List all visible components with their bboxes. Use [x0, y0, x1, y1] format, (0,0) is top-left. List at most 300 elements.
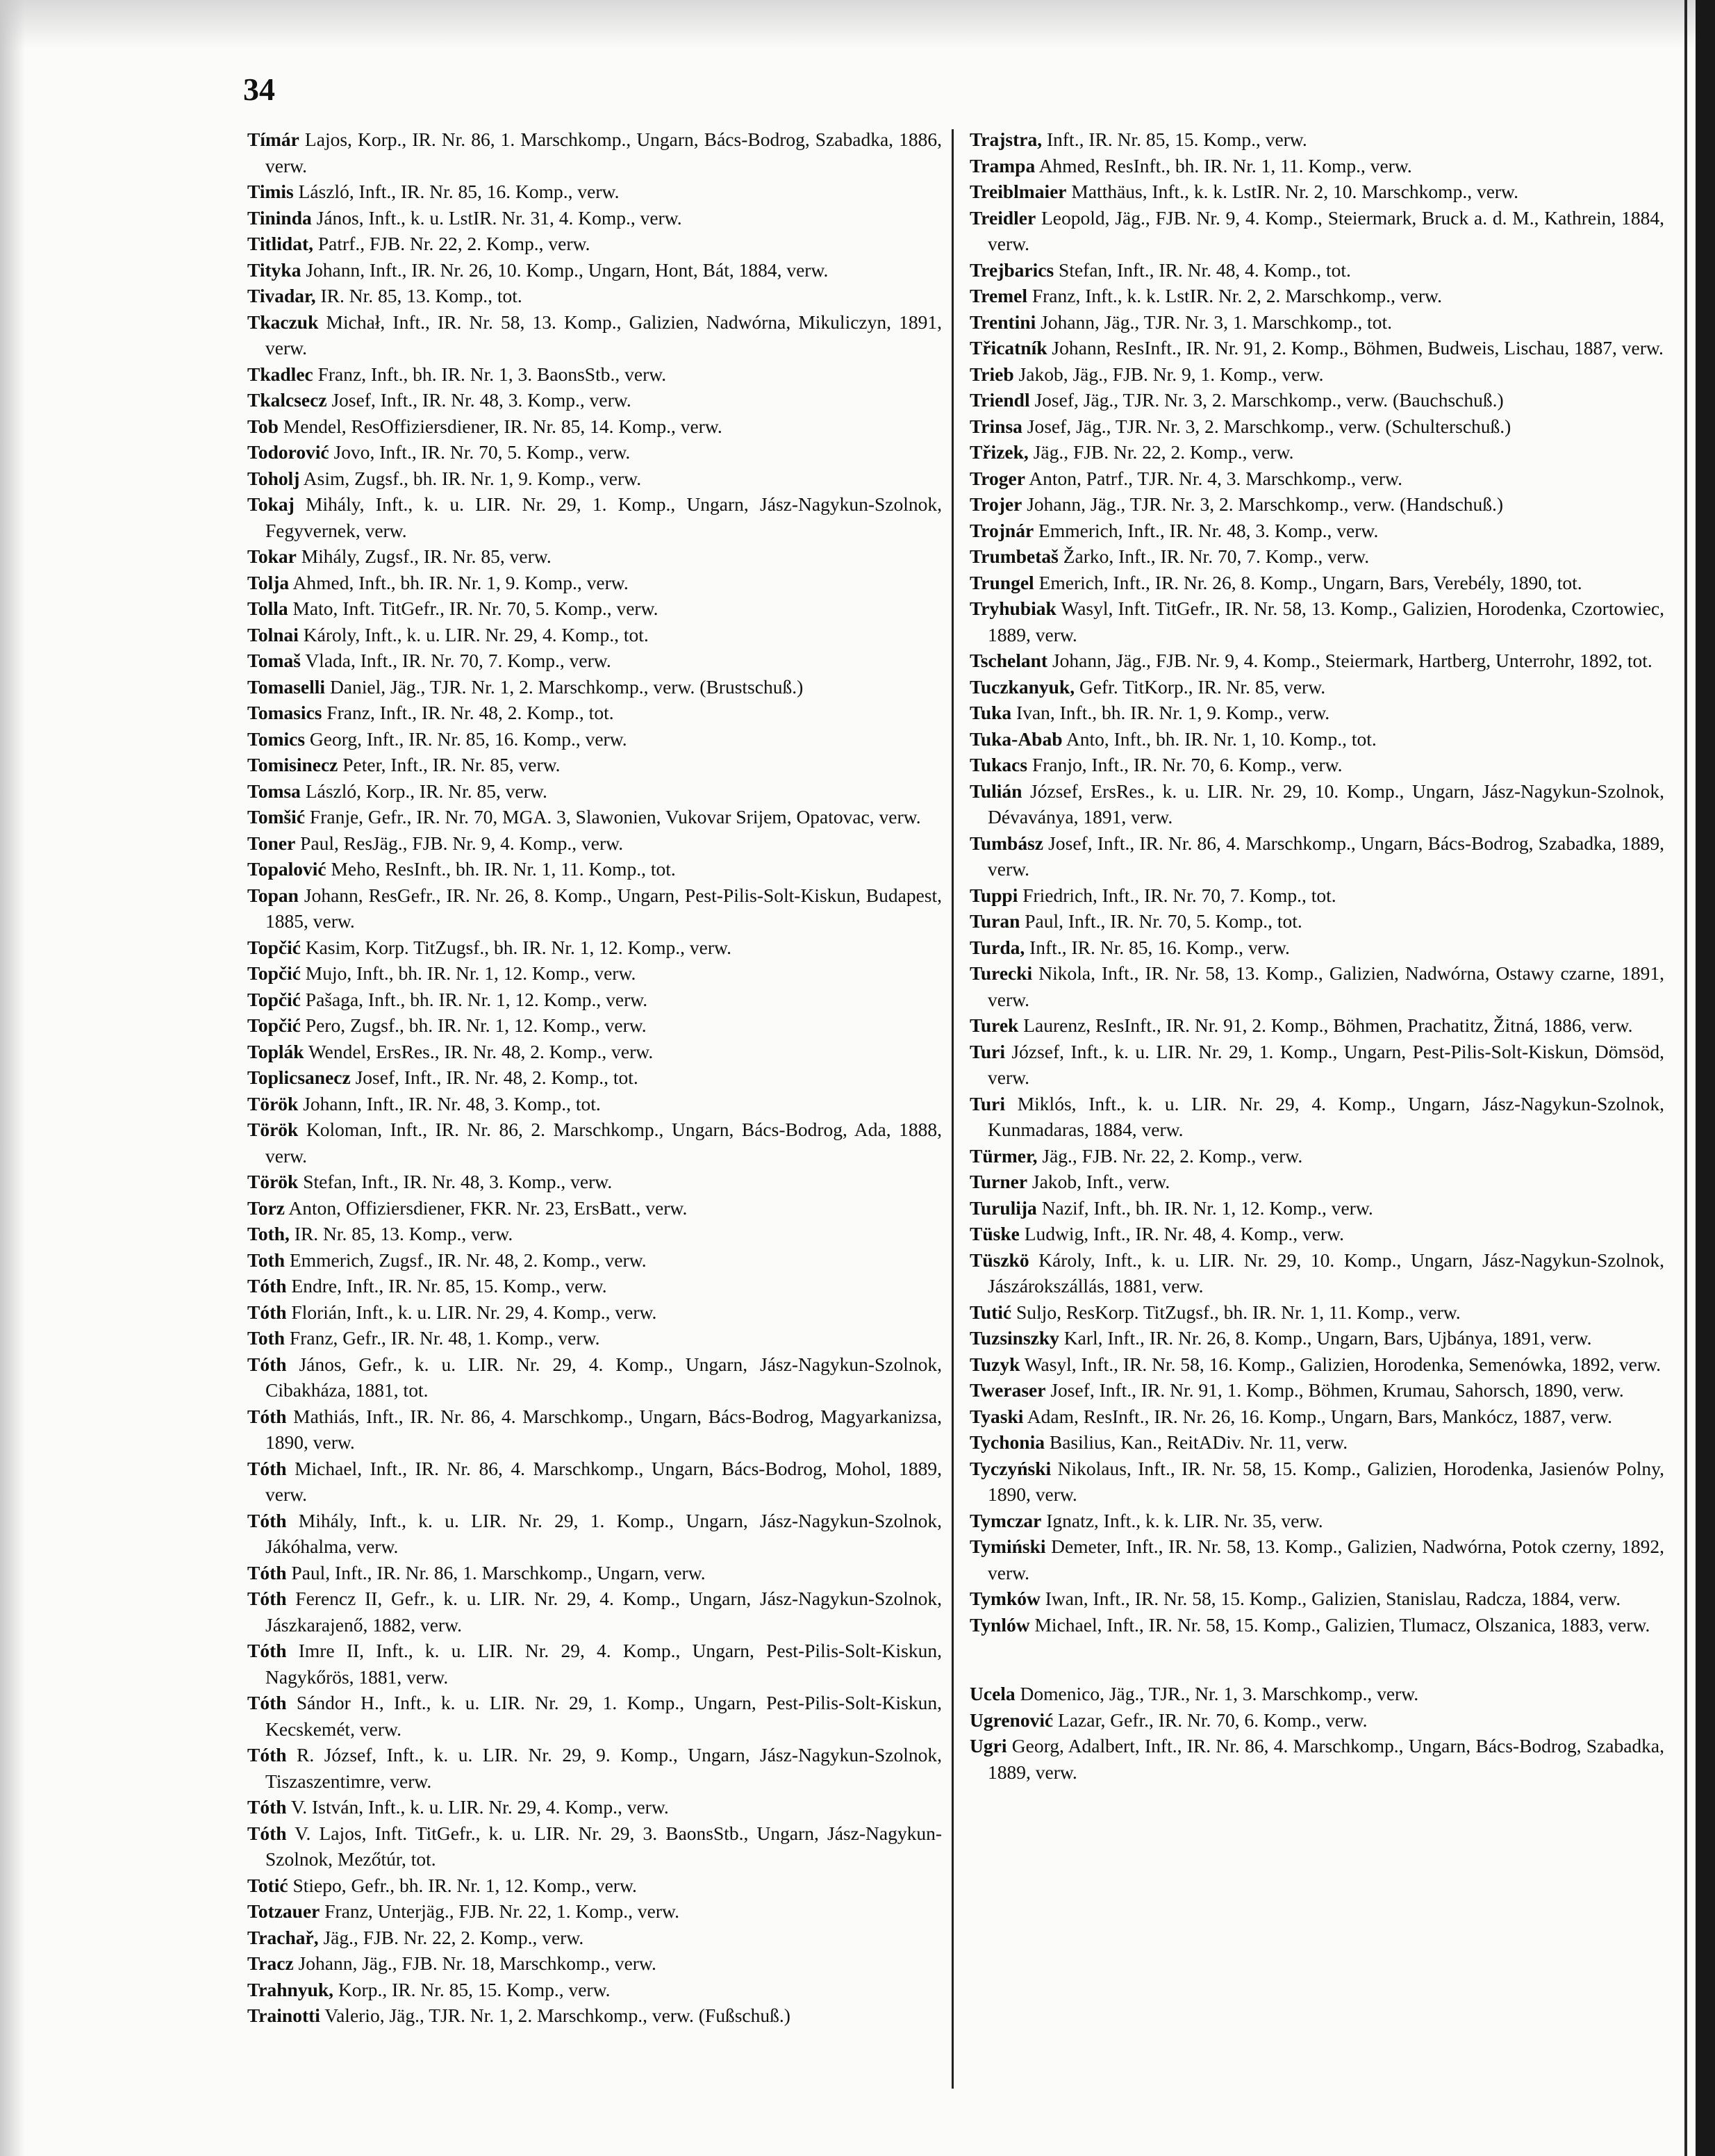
entry-details: Johann, Jäg., TJR. Nr. 3, 1. Marschkomp., tot.: [1036, 311, 1393, 333]
entry-details: Nikola, Inft., IR. Nr. 58, 13. Komp., Galizien, Nadwórna, Ostawy czarne, 1891, verw.: [988, 962, 1664, 1010]
entry-details: Franz, Inft., bh. IR. Nr. 1, 3. BaonsStb., verw.: [313, 363, 667, 385]
entry-surname: Türmer,: [970, 1144, 1038, 1167]
entry-surname: Trentini: [970, 311, 1036, 333]
entry-details: Lajos, Korp., IR. Nr. 86, 1. Marschkomp., Ungarn, Bács-Bodrog, Szabadka, 1886, verw.: [265, 129, 942, 176]
entry-details: Johann, Jäg., FJB. Nr. 9, 4. Komp., Steiermark, Hartberg, Unterrohr, 1892, tot.: [1047, 650, 1652, 671]
entry-details: Anton, Offiziersdiener, FKR. Nr. 23, ErsBatt., verw.: [284, 1196, 688, 1219]
entry-surname: Treiblmaier: [970, 181, 1067, 202]
entry-details: Josef, Inft., IR. Nr. 48, 3. Komp., verw.: [326, 389, 631, 411]
entry-surname: Topan: [247, 884, 299, 906]
casualty-entry: [970, 1612, 1664, 1638]
casualty-entry: [970, 882, 1664, 909]
casualty-entry: [247, 700, 942, 726]
entry-surname: Tkaczuk: [247, 311, 319, 333]
entry-surname: Tynlów: [970, 1613, 1030, 1636]
entry-details: Iwan, Inft., IR. Nr. 58, 15. Komp., Galizien, Stanislau, Radcza, 1884, verw.: [1040, 1588, 1621, 1609]
entry-details: Georg, Inft., IR. Nr. 85, 16. Komp., verw.: [305, 727, 627, 750]
entry-surname: Turecki: [970, 962, 1033, 984]
entry-surname: Tkadlec: [247, 363, 313, 385]
entry-details: Laurenz, ResInft., IR. Nr. 91, 2. Komp., Böhmen, Prachatitz, Žitná, 1886, verw.: [1018, 1014, 1633, 1036]
entry-details: Stefan, Inft., IR. Nr. 48, 4. Komp., tot.: [1054, 258, 1351, 281]
entry-details: Domenico, Jäg., TJR., Nr. 1, 3. Marschkomp., verw.: [1015, 1683, 1419, 1704]
entry-details: Koloman, Inft., IR. Nr. 86, 2. Marschkomp., Ungarn, Bács-Bodrog, Ada, 1888, verw.: [265, 1119, 942, 1167]
casualty-entry: [970, 1247, 1664, 1299]
entry-surname: Topčić: [247, 988, 301, 1010]
entry-details: Mihály, Zugsf., IR. Nr. 85, verw.: [296, 545, 552, 567]
entry-details: Emmerich, Zugsf., IR. Nr. 48, 2. Komp., verw.: [285, 1249, 647, 1271]
entry-surname: Tumbász: [970, 832, 1043, 854]
entry-details: Karl, Inft., IR. Nr. 26, 8. Komp., Ungarn, Bars, Ujbánya, 1891, verw.: [1059, 1327, 1592, 1349]
entry-surname: Toner: [247, 832, 296, 854]
casualty-entry: [247, 804, 942, 830]
casualty-entry: [970, 1429, 1664, 1456]
entry-details: Michael, Inft., IR. Nr. 58, 15. Komp., Galizien, Tlumacz, Olszanica, 1883, verw.: [1029, 1613, 1650, 1636]
entry-surname: Toth,: [247, 1223, 290, 1244]
entry-surname: Trampa: [970, 154, 1036, 176]
entry-surname: Třicatník: [970, 337, 1047, 359]
entry-surname: Tóth: [247, 1640, 287, 1661]
entry-surname: Tryhubiak: [970, 598, 1057, 619]
casualty-entry: [247, 1091, 942, 1117]
entry-details: Pašaga, Inft., bh. IR. Nr. 1, 12. Komp., verw.: [300, 988, 648, 1010]
entry-surname: Tóth: [247, 1822, 287, 1844]
entry-surname: Tob: [247, 415, 279, 437]
entry-details: Károly, Inft., k. u. LIR. Nr. 29, 10. Komp., Ungarn, Jász-Nagykun-Szolnok, Jászárokszállás, 1881, verw.: [988, 1249, 1664, 1297]
entry-details: Kasim, Korp. TitZugsf., bh. IR. Nr. 1, 12. Komp., verw.: [300, 936, 731, 958]
entry-details: Inft., IR. Nr. 85, 16. Komp., verw.: [1025, 936, 1290, 958]
entry-surname: Tuzyk: [970, 1353, 1020, 1375]
entry-surname: Totzauer: [247, 1900, 320, 1922]
entry-details: Franz, Inft., IR. Nr. 48, 2. Komp., tot.: [322, 702, 614, 723]
entry-surname: Trumbetaš: [970, 545, 1059, 567]
entry-details: Mujo, Inft., bh. IR. Nr. 1, 12. Komp., verw.: [300, 962, 636, 984]
casualty-entry: [970, 1377, 1664, 1404]
casualty-entry: [247, 1977, 942, 2003]
entry-surname: Tüszkö: [970, 1249, 1029, 1271]
casualty-entry: [247, 1221, 942, 1247]
entry-surname: Tyczyński: [970, 1457, 1052, 1479]
entry-surname: Tóth: [247, 1457, 287, 1479]
entry-surname: Tulián: [970, 780, 1022, 802]
casualty-entry: [247, 1404, 942, 1456]
casualty-entry: [970, 283, 1664, 309]
entry-details: Adam, ResInft., IR. Nr. 26, 16. Komp., Ungarn, Bars, Mankócz, 1887, verw.: [1023, 1405, 1612, 1427]
entry-surname: Troger: [970, 467, 1025, 489]
casualty-entry: [247, 413, 942, 440]
entry-details: Jäg., FJB. Nr. 22, 2. Komp., verw.: [1028, 441, 1294, 463]
entry-details: Johann, Jäg., FJB. Nr. 18, Marschkomp., verw.: [293, 1952, 656, 1974]
entry-details: Miklós, Inft., k. u. LIR. Nr. 29, 4. Komp., Ungarn, Jász-Nagykun-Szolnok, Kunmadaras, 1884, verw.: [988, 1092, 1664, 1140]
entry-details: IR. Nr. 85, 13. Komp., tot.: [315, 285, 522, 306]
casualty-entry: [247, 570, 942, 596]
casualty-entry: [247, 283, 942, 309]
entry-surname: Triendl: [970, 389, 1030, 411]
entry-details: Josef, Jäg., TJR. Nr. 3, 2. Marschkomp., verw. (Bauchschuß.): [1029, 389, 1504, 411]
entry-surname: Tityka: [247, 258, 301, 281]
entry-surname: Ugri: [970, 1735, 1007, 1756]
casualty-entry: [247, 439, 942, 466]
entry-surname: Tomics: [247, 727, 306, 750]
casualty-entry: [970, 309, 1664, 336]
casualty-entry: [970, 491, 1664, 518]
casualty-entry: [970, 1299, 1664, 1326]
casualty-entry: [247, 179, 942, 205]
casualty-entry: [970, 908, 1664, 935]
entry-details: Friedrich, Inft., IR. Nr. 70, 7. Komp., tot.: [1018, 884, 1336, 906]
entry-details: V. Lajos, Inft. TitGefr., k. u. LIR. Nr. 29, 3. BaonsStb., Ungarn, Jász-Nagykun-Szolnok, Mezőtúr, tot.: [265, 1822, 942, 1870]
casualty-entry: [247, 935, 942, 961]
casualty-entry: [247, 1690, 942, 1742]
casualty-entry: [247, 1117, 942, 1169]
casualty-entry: [247, 726, 942, 752]
casualty-entry: [970, 1091, 1664, 1143]
casualty-entry: [247, 1898, 942, 1925]
casualty-entry: [970, 179, 1664, 205]
casualty-entry: [247, 1742, 942, 1794]
entry-details: Asim, Zugsf., bh. IR. Nr. 1, 9. Komp., verw.: [299, 467, 642, 489]
entry-details: Anton, Patrf., TJR. Nr. 4, 3. Marschkomp., verw.: [1025, 467, 1403, 489]
casualty-entry: [970, 674, 1664, 700]
entry-surname: Trahnyuk,: [247, 1978, 334, 2000]
entry-details: Jovo, Inft., IR. Nr. 70, 5. Komp., verw.: [329, 441, 631, 463]
entry-details: R. József, Inft., k. u. LIR. Nr. 29, 9. Komp., Ungarn, Jász-Nagykun-Szolnok, Tiszaszentimre, verw.: [265, 1744, 942, 1792]
casualty-entry: [247, 1586, 942, 1638]
entry-details: Ignatz, Inft., k. k. LIR. Nr. 35, verw.: [1041, 1509, 1323, 1531]
casualty-entry: [247, 1169, 942, 1195]
entry-surname: Turda,: [970, 936, 1025, 958]
casualty-entry: [970, 1533, 1664, 1586]
casualty-entry: [247, 595, 942, 622]
casualty-entry: [970, 1195, 1664, 1221]
entry-details: Paul, ResJäg., FJB. Nr. 9, 4. Komp., verw.: [295, 832, 624, 854]
entry-surname: Tóth: [247, 1561, 287, 1583]
entry-details: Johann, Inft., IR. Nr. 26, 10. Komp., Ungarn, Hont, Bát, 1884, verw.: [301, 258, 829, 281]
entry-details: Basilius, Kan., ReitADiv. Nr. 11, verw.: [1045, 1431, 1348, 1453]
entry-surname: Trachař,: [247, 1926, 319, 1948]
entry-details: Mendel, ResOffiziersdiener, IR. Nr. 85, 14. Komp., verw.: [278, 415, 722, 437]
entry-surname: Tutić: [970, 1301, 1012, 1323]
entry-details: Franz, Gefr., IR. Nr. 48, 1. Komp., verw.: [285, 1327, 600, 1349]
entry-details: Pero, Zugsf., bh. IR. Nr. 1, 12. Komp., verw.: [300, 1014, 647, 1036]
casualty-entry: [247, 126, 942, 179]
entry-details: Wasyl, Inft. TitGefr., IR. Nr. 58, 13. Komp., Galizien, Horodenka, Czortowiec, 1889, verw.: [988, 598, 1664, 645]
entry-surname: Turan: [970, 910, 1020, 932]
entry-surname: Trejbarics: [970, 258, 1054, 281]
entry-surname: Tóth: [247, 1796, 287, 1818]
casualty-entry: [247, 1873, 942, 1899]
entry-details: Mato, Inft. TitGefr., IR. Nr. 70, 5. Komp., verw.: [288, 598, 658, 619]
entry-surname: Tóth: [247, 1353, 287, 1375]
left-column: [247, 126, 942, 2029]
entry-surname: Tychonia: [970, 1431, 1045, 1453]
casualty-entry: [970, 595, 1664, 648]
casualty-entry: [247, 1195, 942, 1221]
entry-details: Michael, Inft., IR. Nr. 86, 4. Marschkomp., Ungarn, Bács-Bodrog, Mohol, 1889, verw.: [265, 1457, 942, 1505]
casualty-entry: [970, 1508, 1664, 1534]
casualty-entry: [970, 439, 1664, 466]
casualty-entry: [247, 1560, 942, 1586]
casualty-entry: [970, 1707, 1664, 1734]
casualty-entry: [970, 335, 1664, 361]
entry-surname: Tóth: [247, 1588, 287, 1609]
entry-surname: Török: [247, 1171, 299, 1192]
entry-details: Wasyl, Inft., IR. Nr. 58, 16. Komp., Galizien, Horodenka, Semenówka, 1892, verw.: [1020, 1353, 1662, 1375]
entry-surname: Todorović: [247, 441, 329, 463]
entry-surname: Tymiński: [970, 1536, 1046, 1557]
casualty-entry: [247, 752, 942, 778]
entry-surname: Topalović: [247, 858, 326, 880]
entry-surname: Tracz: [247, 1952, 294, 1974]
entry-surname: Tivadar,: [247, 285, 316, 306]
entry-details: Franz, Inft., k. k. LstIR. Nr. 2, 2. Marschkomp., verw.: [1027, 285, 1442, 306]
entry-surname: Tokar: [247, 545, 297, 567]
entry-surname: Turi: [970, 1092, 1005, 1114]
casualty-entry: [970, 752, 1664, 778]
casualty-entry: [970, 1404, 1664, 1430]
entry-surname: Tuczkanyuk,: [970, 675, 1075, 698]
entry-surname: Tomaselli: [247, 675, 326, 698]
entry-surname: Trainotti: [247, 2005, 320, 2026]
casualty-entry: [247, 257, 942, 283]
casualty-entry: [247, 1925, 942, 1951]
entry-surname: Trinsa: [970, 415, 1022, 437]
entry-surname: Toth: [247, 1327, 285, 1349]
entry-surname: Trojer: [970, 493, 1022, 515]
casualty-entry: [970, 1169, 1664, 1195]
entry-details: Leopold, Jäg., FJB. Nr. 9, 4. Komp., Steiermark, Bruck a. d. M., Kathrein, 1884, verw.: [988, 206, 1664, 254]
entry-details: László, Inft., IR. Nr. 85, 16. Komp., verw.: [293, 181, 620, 202]
entry-details: Korp., IR. Nr. 85, 15. Komp., verw.: [333, 1978, 611, 2000]
casualty-entry: [970, 1456, 1664, 1508]
casualty-entry: [247, 987, 942, 1013]
entry-details: Valerio, Jäg., TJR. Nr. 1, 2. Marschkomp., verw. (Fußschuß.): [320, 2005, 790, 2026]
entry-surname: Tolla: [247, 598, 288, 619]
section-gap: [970, 1638, 1664, 1681]
casualty-entry: [970, 518, 1664, 544]
entry-details: Florián, Inft., k. u. LIR. Nr. 29, 4. Komp., verw.: [286, 1301, 657, 1323]
casualty-entry: [970, 1039, 1664, 1091]
casualty-entry: [247, 466, 942, 492]
entry-details: János, Gefr., k. u. LIR. Nr. 29, 4. Komp., Ungarn, Jász-Nagykun-Szolnok, Cibakháza, 1881, tot.: [265, 1353, 942, 1401]
casualty-entry: [247, 387, 942, 413]
entry-surname: Tüske: [970, 1223, 1020, 1244]
casualty-entry: [247, 1012, 942, 1039]
casualty-entry: [970, 1143, 1664, 1169]
entry-surname: Turner: [970, 1171, 1028, 1192]
casualty-entry: [247, 491, 942, 543]
casualty-entry: [970, 570, 1664, 596]
entry-details: János, Inft., k. u. LstIR. Nr. 31, 4. Komp., verw.: [311, 206, 682, 229]
entry-details: Nikolaus, Inft., IR. Nr. 58, 15. Komp., Galizien, Horodenka, Jasienów Polny, 1890, verw.: [988, 1457, 1664, 1505]
casualty-entry: [970, 1351, 1664, 1378]
entry-surname: Trojnár: [970, 519, 1034, 541]
casualty-entry: [970, 1586, 1664, 1612]
entry-details: Jäg., FJB. Nr. 22, 2. Komp., verw.: [318, 1926, 584, 1948]
entry-details: Franje, Gefr., IR. Nr. 70, MGA. 3, Slawonien, Vukovar Srijem, Opatovac, verw.: [305, 806, 921, 828]
entry-details: Žarko, Inft., IR. Nr. 70, 7. Komp., verw.: [1058, 545, 1370, 567]
scan-edge-line: [1684, 0, 1687, 2156]
casualty-entry: [247, 1638, 942, 1690]
entry-surname: Tóth: [247, 1301, 287, 1323]
entry-details: Jakob, Inft., verw.: [1027, 1171, 1170, 1192]
entry-details: Anto, Inft., bh. IR. Nr. 1, 10. Komp., tot.: [1062, 727, 1377, 750]
casualty-entry: [970, 1733, 1664, 1785]
entry-surname: Topčić: [247, 936, 301, 958]
casualty-entry: [247, 309, 942, 361]
entry-details: Josef, Inft., IR. Nr. 91, 1. Komp., Böhmen, Krumau, Sahorsch, 1890, verw.: [1045, 1379, 1624, 1401]
entry-details: József, Inft., k. u. LIR. Nr. 29, 1. Komp., Ungarn, Pest-Pilis-Solt-Kiskun, Dömsöd, verw.: [988, 1040, 1664, 1088]
entry-details: Josef, Inft., IR. Nr. 48, 2. Komp., tot.: [350, 1067, 638, 1088]
casualty-entry: [970, 935, 1664, 961]
casualty-entry: [247, 1508, 942, 1560]
casualty-entry: [247, 1794, 942, 1820]
entry-surname: Tuppi: [970, 884, 1018, 906]
entry-details: Gefr. TitKorp., IR. Nr. 85, verw.: [1075, 675, 1326, 698]
casualty-entry: [970, 960, 1664, 1012]
entry-surname: Topčić: [247, 1014, 301, 1036]
entry-surname: Tweraser: [970, 1379, 1046, 1401]
entry-surname: Tuka-Abab: [970, 727, 1063, 750]
entry-surname: Tóth: [247, 1692, 287, 1713]
casualty-entry: [970, 466, 1664, 492]
casualty-entry: [970, 1681, 1664, 1707]
entry-surname: Toplák: [247, 1040, 304, 1062]
scan-shadow-top: [0, 0, 1715, 49]
entry-surname: Timis: [247, 181, 294, 202]
casualty-entry: [247, 543, 942, 570]
entry-surname: Ugrenović: [970, 1709, 1054, 1731]
entry-details: Nazif, Inft., bh. IR. Nr. 1, 12. Komp., verw.: [1036, 1196, 1373, 1219]
casualty-entry: [970, 257, 1664, 283]
casualty-entry: [970, 126, 1664, 153]
entry-surname: Trungel: [970, 571, 1034, 593]
casualty-entry: [247, 674, 942, 700]
casualty-entry: [247, 1247, 942, 1274]
casualty-entry: [247, 205, 942, 231]
entry-details: Paul, Inft., IR. Nr. 86, 1. Marschkomp., Ungarn, verw.: [286, 1561, 706, 1583]
entry-surname: Tomsa: [247, 780, 301, 802]
entry-details: Paul, Inft., IR. Nr. 70, 5. Komp., tot.: [1020, 910, 1302, 932]
entry-details: Emerich, Inft., IR. Nr. 26, 8. Komp., Ungarn, Bars, Verebély, 1890, tot.: [1034, 571, 1582, 593]
entry-surname: Tóth: [247, 1509, 287, 1531]
entry-surname: Tymków: [970, 1588, 1041, 1609]
casualty-entry: [970, 1012, 1664, 1039]
entry-details: Michał, Inft., IR. Nr. 58, 13. Komp., Galizien, Nadwórna, Mikuliczyn, 1891, verw.: [265, 311, 942, 359]
entry-surname: Tóth: [247, 1275, 287, 1297]
entry-details: Johann, Jäg., TJR. Nr. 3, 2. Marschkomp., verw. (Handschuß.): [1022, 493, 1504, 515]
entry-surname: Tokaj: [247, 493, 295, 515]
casualty-entry: [247, 778, 942, 805]
entry-details: Matthäus, Inft., k. k. LstIR. Nr. 2, 10. Marschkomp., verw.: [1066, 181, 1519, 202]
entry-surname: Tymczar: [970, 1509, 1042, 1531]
casualty-entry: [247, 882, 942, 935]
entry-surname: Török: [247, 1119, 299, 1140]
entry-details: Demeter, Inft., IR. Nr. 58, 13. Komp., Galizien, Nadwórna, Potok czerny, 1892, verw.: [988, 1536, 1664, 1583]
entry-surname: Ucela: [970, 1683, 1016, 1704]
casualty-entry: [247, 361, 942, 388]
entry-details: Josef, Inft., IR. Nr. 86, 4. Marschkomp., Ungarn, Bács-Bodrog, Szabadka, 1889, verw.: [988, 832, 1664, 880]
entry-details: Stiepo, Gefr., bh. IR. Nr. 1, 12. Komp., verw.: [288, 1874, 637, 1896]
casualty-entry: [970, 648, 1664, 674]
entry-surname: Török: [247, 1092, 299, 1114]
casualty-entry: [247, 1950, 942, 1977]
entry-surname: Tyaski: [970, 1405, 1024, 1427]
entry-surname: Toth: [247, 1249, 285, 1271]
entry-surname: Tuzsinszky: [970, 1327, 1059, 1349]
scan-shadow-left: [0, 0, 25, 2156]
casualty-entry: [247, 830, 942, 857]
entry-details: Wendel, ErsRes., IR. Nr. 48, 2. Komp., verw.: [304, 1040, 654, 1062]
entry-surname: Turi: [970, 1040, 1005, 1062]
casualty-entry: [247, 1351, 942, 1404]
casualty-entry: [247, 1299, 942, 1326]
entry-surname: Torz: [247, 1196, 285, 1219]
entry-surname: Tremel: [970, 285, 1027, 306]
entry-surname: Tomisinecz: [247, 754, 338, 775]
entry-surname: Toholj: [247, 467, 300, 489]
entry-surname: Tomšić: [247, 806, 306, 828]
entry-surname: Tolnai: [247, 623, 299, 645]
entry-details: József, ErsRes., k. u. LIR. Nr. 29, 10. Komp., Ungarn, Jász-Nagykun-Szolnok, Dévaványa, 1891, verw.: [988, 780, 1664, 828]
entry-details: Ferencz II, Gefr., k. u. LIR. Nr. 29, 4. Komp., Ungarn, Jász-Nagykun-Szolnok, Jászkarajenő, 1882, verw.: [265, 1588, 942, 1636]
entry-details: Vlada, Inft., IR. Nr. 70, 7. Komp., verw.: [300, 650, 611, 671]
entry-surname: Titlidat,: [247, 233, 314, 254]
entry-details: Meho, ResInft., bh. IR. Nr. 1, 11. Komp., tot.: [326, 858, 676, 880]
entry-details: Endre, Inft., IR. Nr. 85, 15. Komp., verw.: [286, 1275, 607, 1297]
entry-surname: Tkalcsecz: [247, 389, 327, 411]
casualty-entry: [247, 1064, 942, 1091]
casualty-entry: [970, 205, 1664, 257]
entry-details: V. István, Inft., k. u. LIR. Nr. 29, 4. Komp., verw.: [286, 1796, 669, 1818]
casualty-entry: [247, 231, 942, 257]
entry-details: Ivan, Inft., bh. IR. Nr. 1, 9. Komp., verw.: [1011, 702, 1330, 723]
entry-surname: Treidler: [970, 206, 1036, 229]
entry-surname: Třizek,: [970, 441, 1029, 463]
entry-details: Johann, Inft., IR. Nr. 48, 3. Komp., tot.: [298, 1092, 601, 1114]
entry-details: Lazar, Gefr., IR. Nr. 70, 6. Komp., verw.: [1053, 1709, 1368, 1731]
casualty-entry: [247, 648, 942, 674]
entry-details: Ludwig, Inft., IR. Nr. 48, 4. Komp., verw.: [1019, 1223, 1345, 1244]
casualty-entry: [970, 726, 1664, 752]
casualty-entry: [970, 700, 1664, 726]
entry-surname: Tolja: [247, 571, 290, 593]
entry-details: Johann, ResInft., IR. Nr. 91, 2. Komp., Böhmen, Budweis, Lischau, 1887, verw.: [1047, 337, 1664, 359]
right-column: [970, 126, 1664, 1785]
entry-details: Peter, Inft., IR. Nr. 85, verw.: [338, 754, 561, 775]
entry-surname: Turek: [970, 1014, 1019, 1036]
casualty-entry: [247, 1325, 942, 1351]
entry-details: Mihály, Inft., k. u. LIR. Nr. 29, 1. Komp., Ungarn, Jász-Nagykun-Szolnok, Jákóhalma, verw.: [265, 1509, 942, 1557]
entry-details: Ahmed, ResInft., bh. IR. Nr. 1, 11. Komp., verw.: [1035, 154, 1412, 176]
page-number: 34: [243, 72, 275, 107]
casualty-entry: [247, 1456, 942, 1508]
scan-edge-right: [1696, 0, 1715, 2156]
casualty-entry: [970, 543, 1664, 570]
entry-details: Josef, Jäg., TJR. Nr. 3, 2. Marschkomp., verw. (Schulterschuß.): [1022, 415, 1511, 437]
casualty-entry: [247, 856, 942, 882]
entry-details: Patrf., FJB. Nr. 22, 2. Komp., verw.: [313, 233, 590, 254]
entry-surname: Turulija: [970, 1196, 1037, 1219]
entry-details: Mathiás, Inft., IR. Nr. 86, 4. Marschkomp., Ungarn, Bács-Bodrog, Magyarkanizsa, 1890, verw.: [265, 1405, 942, 1453]
entry-surname: Tomasics: [247, 702, 322, 723]
entry-details: Ahmed, Inft., bh. IR. Nr. 1, 9. Komp., verw.: [289, 571, 629, 593]
casualty-entry: [970, 1325, 1664, 1351]
entry-details: Inft., IR. Nr. 85, 15. Komp., verw.: [1042, 129, 1307, 150]
entry-surname: Toplicsanecz: [247, 1067, 351, 1088]
entry-surname: Topčić: [247, 962, 301, 984]
entry-surname: Trajstra,: [970, 129, 1043, 150]
casualty-entry: [970, 361, 1664, 388]
